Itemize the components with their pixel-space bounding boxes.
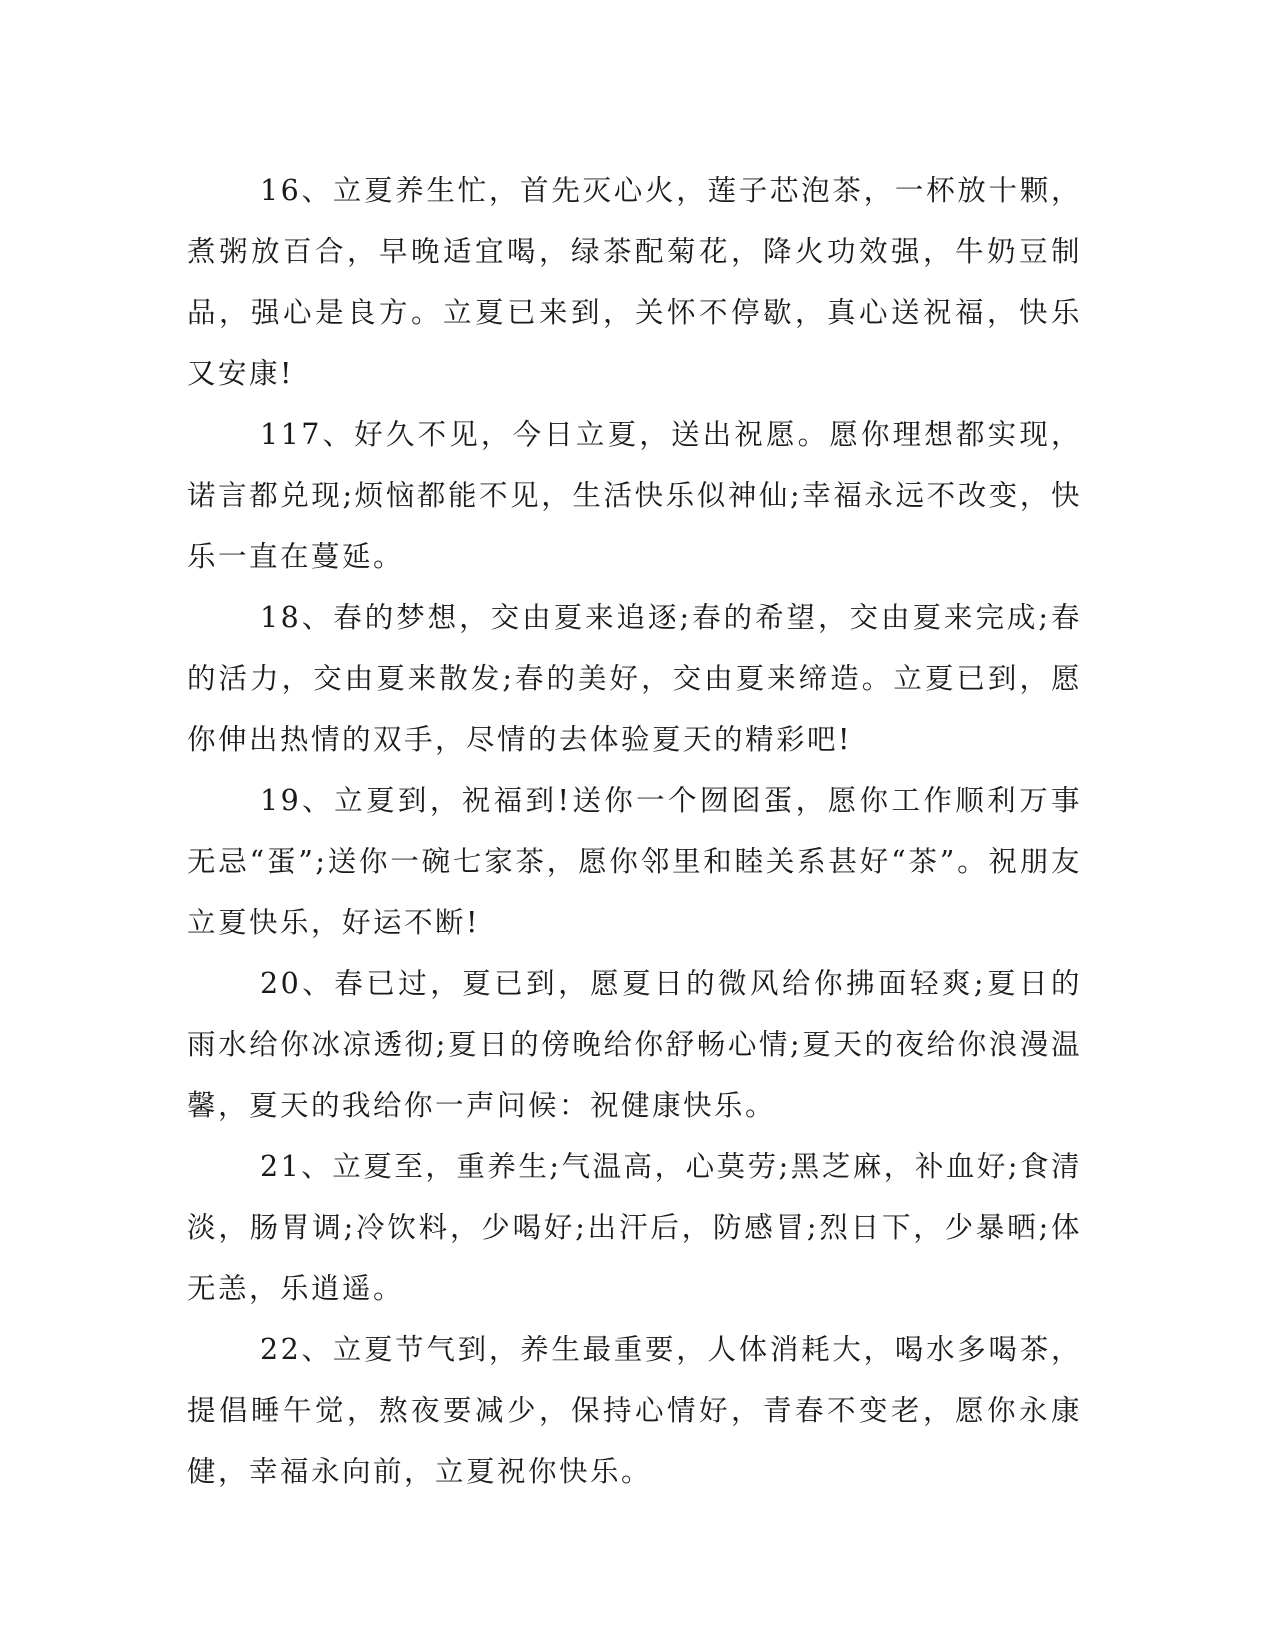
paragraph-21: 21、立夏至，重养生;气温高，心莫劳;黑芝麻，补血好;食清淡，肠胃调;冷饮料，少喝好;出汗后，防感冒;烈日下，少暴晒;体无恙，乐逍遥。 <box>187 1150 1082 1305</box>
paragraph-20: 20、春已过，夏已到，愿夏日的微风给你拂面轻爽;夏日的雨水给你冰凉透彻;夏日的傍晚给你舒畅心情;夏天的夜给你浪漫温馨，夏天的我给你一声问候：祝健康快乐。 <box>187 967 1082 1122</box>
paragraph-22: 22、立夏节气到，养生最重要，人体消耗大，喝水多喝茶，提倡睡午觉，熬夜要减少，保持心情好，青春不变老，愿你永康健，幸福永向前，立夏祝你快乐。 <box>187 1333 1082 1488</box>
paragraph-18: 18、春的梦想，交由夏来追逐;春的希望，交由夏来完成;春的活力，交由夏来散发;春的美好，交由夏来缔造。立夏已到，愿你伸出热情的双手，尽情的去体验夏天的精彩吧! <box>187 601 1082 756</box>
paragraph-16: 16、立夏养生忙，首先灭心火，莲子芯泡茶，一杯放十颗，煮粥放百合，早晚适宜喝，绿茶配菊花，降火功效强，牛奶豆制品，强心是良方。立夏已来到，关怀不停歇，真心送祝福，快乐又安康! <box>187 174 1082 390</box>
paragraph-19: 19、立夏到，祝福到!送你一个囫囵蛋，愿你工作顺利万事无忌“蛋”;送你一碗七家茶，愿你邻里和睦关系甚好“茶”。祝朋友立夏快乐，好运不断! <box>187 784 1082 939</box>
document-body <box>187 160 1082 1502</box>
paragraph-117: 117、好久不见，今日立夏，送出祝愿。愿你理想都实现，诺言都兑现;烦恼都能不见，生活快乐似神仙;幸福永远不改变，快乐一直在蔓延。 <box>187 418 1082 573</box>
